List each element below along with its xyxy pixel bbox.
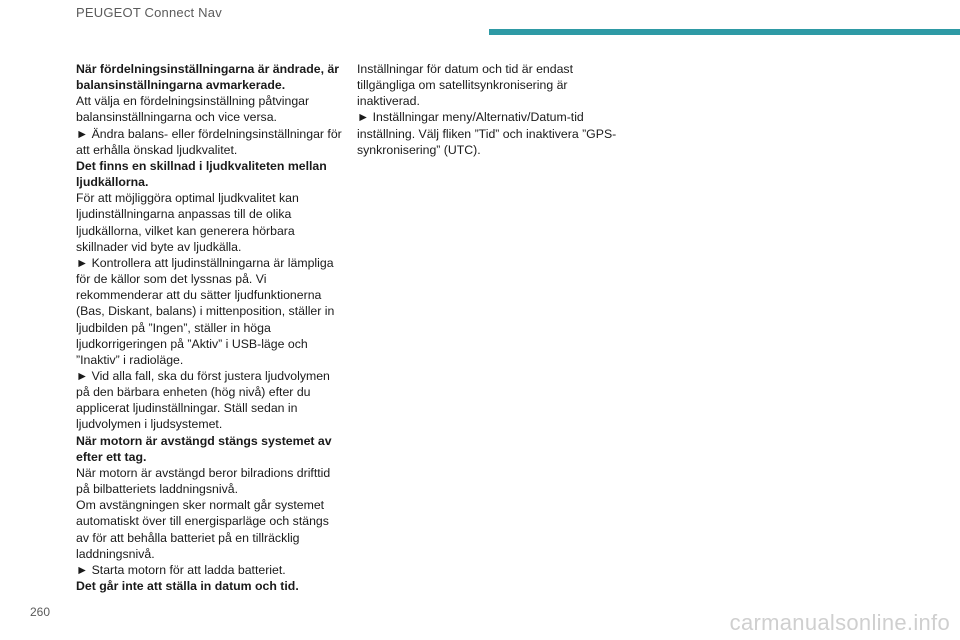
right-column xyxy=(357,61,625,158)
paragraph: När fördelningsinställningarna är ändrade, är balansinställningarna avmarkerade. xyxy=(76,62,340,93)
paragraph: ► Kontrollera att ljudinställningarna är lämpliga för de källor som det lyssnas på. Vi rekommenderar att du sätter ljudfunktionerna (Bas, Diskant, balans) i mittenposition, ställer in ljudbilden på ”Ingen”, ställer in höga ljudkorrigeringen på ”Aktiv” i USB-läge och ”Inaktiv” i radioläge. xyxy=(76,255,335,367)
header-title: PEUGEOT Connect Nav xyxy=(76,5,222,20)
page-number: 260 xyxy=(30,605,51,619)
paragraph: ► Vid alla fall, ska du först justera ljudvolymen på den bärbara enheten (hög nivå) efter du applicerat ljudinställningar. Ställ sedan in ljudvolymen i ljudsystemet. xyxy=(76,368,330,432)
paragraph: När motorn är avstängd beror bilradions drifttid på bilbatteriets laddningsnivå. xyxy=(76,465,331,497)
paragraph: ► Ändra balans- eller fördelningsinställningar för att erhålla önskad ljudkvalitet. xyxy=(76,126,342,157)
watermark: carmanualsonline.info xyxy=(729,610,950,635)
paragraph: ► Inställningar meny/Alternativ/Datum-tid inställning. Välj fliken ”Tid” och inaktivera ”GPS-synkronisering” (UTC). xyxy=(357,110,617,157)
paragraph: Inställningar för datum och tid är endast tillgängliga om satellitsynkronisering är inaktiverad. xyxy=(357,62,574,109)
paragraph: När motorn är avstängd stängs systemet av efter ett tag. xyxy=(76,433,332,464)
paragraph: Det går inte att ställa in datum och tid. xyxy=(76,579,299,593)
left-column xyxy=(76,61,344,594)
paragraph: ► Starta motorn för att ladda batteriet. xyxy=(76,562,286,577)
paragraph: Det finns en skillnad i ljudkvaliteten mellan ljudkällorna. xyxy=(76,158,327,190)
paragraph: Att välja en fördelningsinställning påtvingar balansinställningarna och vice versa. xyxy=(76,94,310,125)
paragraph: Om avstängningen sker normalt går systemet automatiskt över till energisparläge och stängs av för att behålla batteriet på en tillräcklig laddningsnivå. xyxy=(76,498,329,561)
paragraph: För att möjliggöra optimal ljudkvalitet kan ljudinställningarna anpassas till de olika ljudkällorna, vilket kan generera hörbara skillnader vid byte av ljudkälla. xyxy=(76,191,299,254)
header-accent-bar xyxy=(489,29,960,35)
